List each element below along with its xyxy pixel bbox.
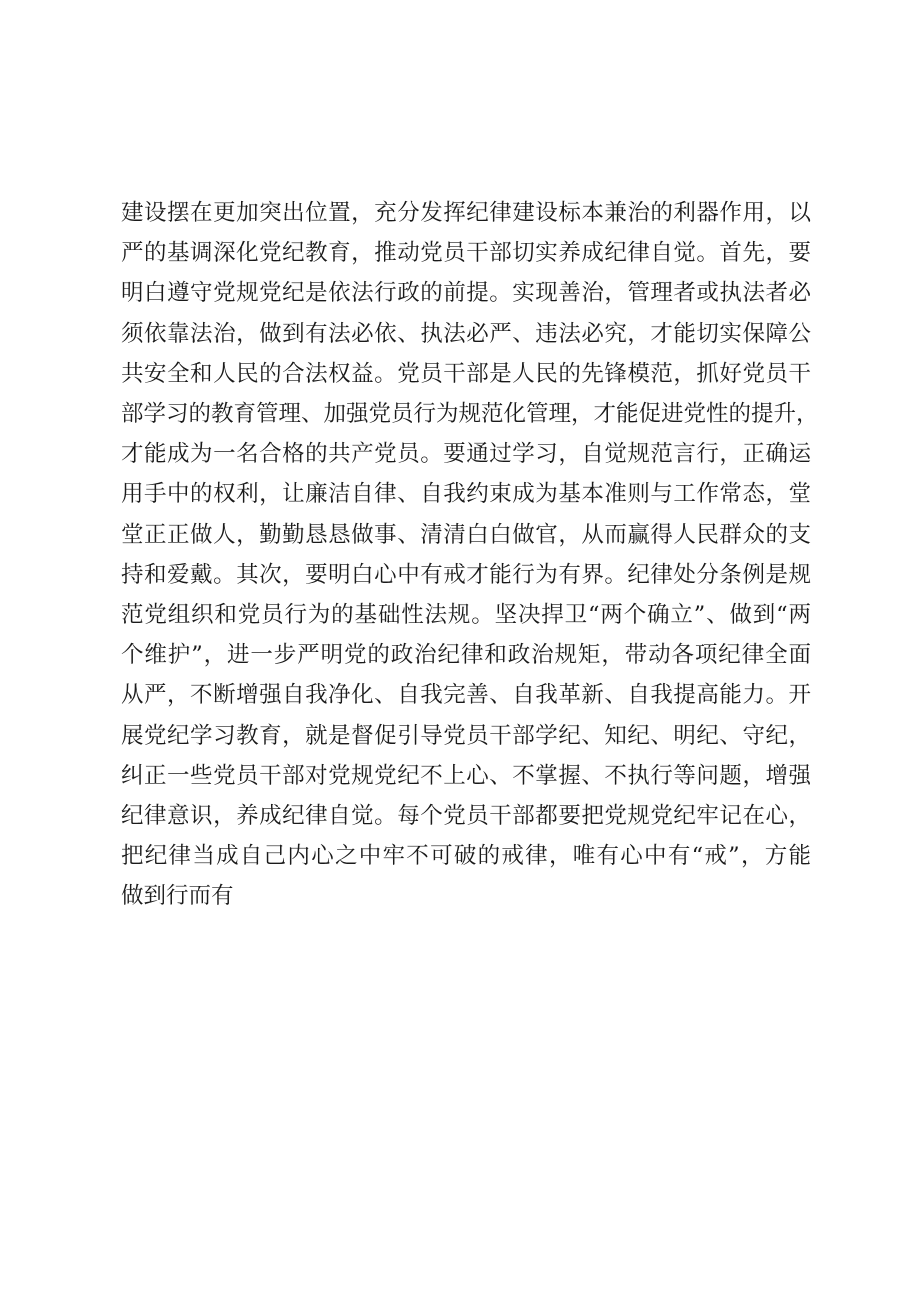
text-line: 部学习的教育管理、加强党员行为规范化管理，才能促进党性的提升，: [121, 401, 819, 428]
text-line: 共安全和人民的合法权益。党员干部是人民的先锋模范，抓好党员干: [121, 360, 811, 387]
text-line: 建设摆在更加突出位置，充分发挥纪律建设标本兼治的利器作用，以: [121, 200, 811, 226]
text-line: 明白遵守党规党纪是依法行政的前提。实现善治，管理者或执法者必: [121, 280, 811, 307]
text-line: 纠正一些党员干部对党规党纪不上心、不掌握、不执行等问题，增强: [121, 762, 811, 789]
text-line: 用手中的权利，让廉洁自律、自我约束成为基本准则与工作常态，堂: [121, 481, 811, 508]
text-line: 严的基调深化党纪教育，推动党员干部切实养成纪律自觉。首先，要: [121, 240, 811, 267]
text-line: 做到行而有: [121, 883, 234, 910]
text-line: 把纪律当成自己内心之中牢不可破的戒律，唯有心中有“戒”，方能: [121, 843, 811, 870]
text-line: 才能成为一名合格的共产党员。要通过学习，自觉规范言行，正确运: [121, 441, 811, 468]
text-line: 范党组织和党员行为的基础性法规。坚决捍卫“两个确立”、做到“两: [121, 602, 811, 629]
text-line: 须依靠法治，做到有法必依、执法必严、违法必究，才能切实保障公: [121, 320, 811, 347]
text-line: 纪律意识，养成纪律自觉。每个党员干部都要把党规党纪牢记在心，: [121, 803, 811, 830]
body-paragraph: [121, 193, 819, 917]
text-line: 个维护”，进一步严明党的政治纪律和政治规矩，带动各项纪律全面: [121, 642, 811, 669]
text-line: 堂正正做人，勤勤恳恳做事、清清白白做官，从而赢得人民群众的支: [121, 521, 811, 548]
text-line: 从严，不断增强自我净化、自我完善、自我革新、自我提高能力。开: [121, 682, 811, 709]
text-line: 展党纪学习教育，就是督促引导党员干部学纪、知纪、明纪、守纪，: [121, 722, 811, 749]
text-line: 持和爱戴。其次，要明白心中有戒才能行为有界。纪律处分条例是规: [121, 561, 811, 588]
